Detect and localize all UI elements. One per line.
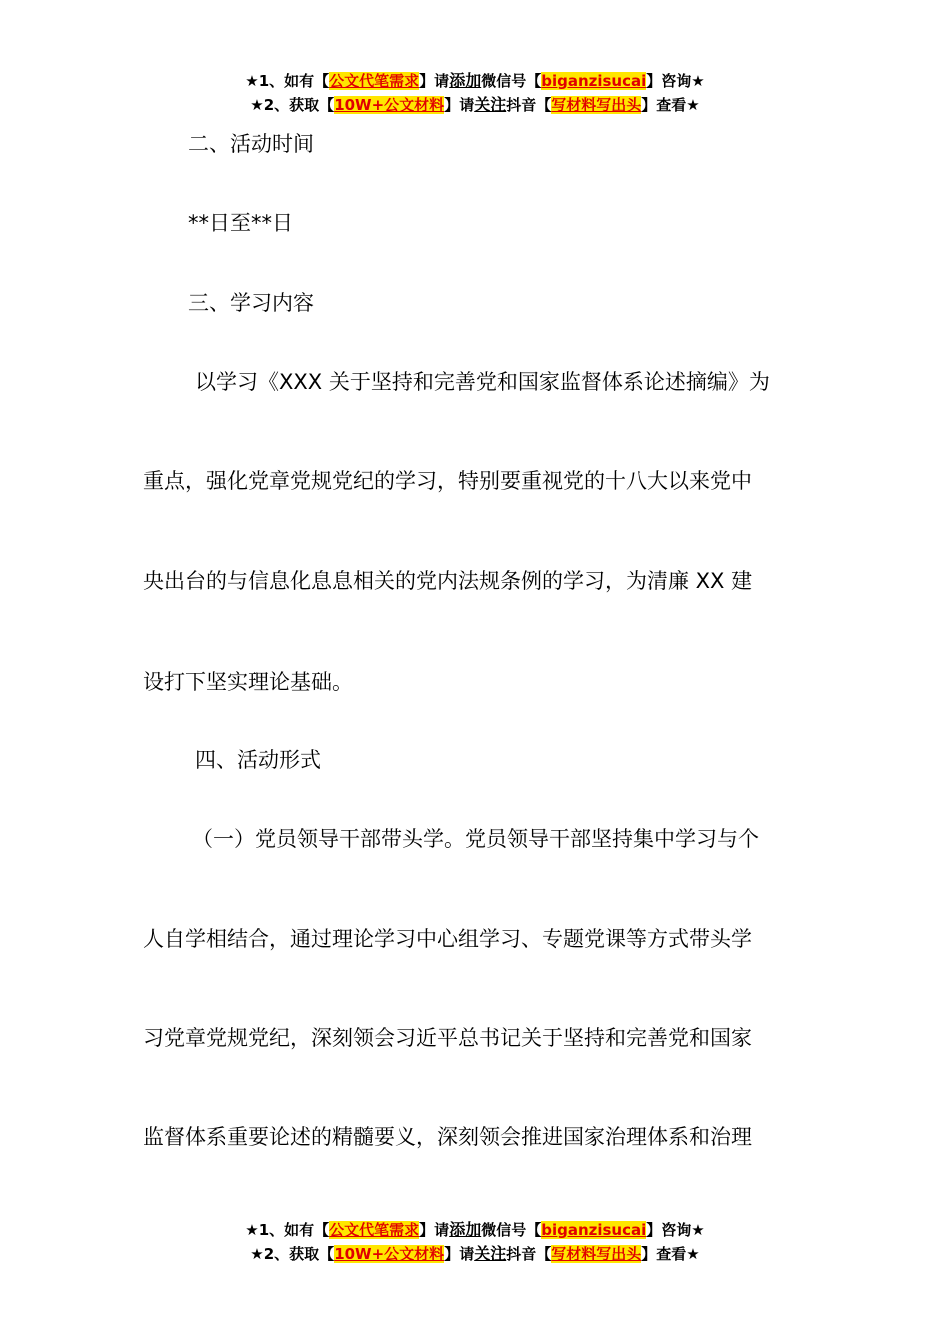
promo-text: 微信号【 xyxy=(481,1221,542,1239)
section-heading-study-content: 三、学习内容 xyxy=(188,291,314,315)
paragraph-line: （一）党员领导干部带头学。党员领导干部坚持集中学习与个 xyxy=(192,827,759,851)
promo-highlight: 10W+公文材料 xyxy=(334,1245,445,1263)
promo-highlight: 10W+公文材料 xyxy=(334,96,445,114)
promo-text: ★2、获取【 xyxy=(250,1245,335,1263)
promo-highlight-douyin-id: 写材料写出头 xyxy=(551,96,642,114)
promo-text: 】请 xyxy=(419,1221,450,1239)
promo-highlight: 公文代笔需求 xyxy=(329,1221,420,1239)
promo-text: 】查看★ xyxy=(641,1245,700,1263)
paragraph-line: 人自学相结合，通过理论学习中心组学习、专题党课等方式带头学 xyxy=(143,927,752,951)
promo-text: 】查看★ xyxy=(641,96,700,114)
paragraph-line: 设打下坚实理论基础。 xyxy=(143,670,353,694)
promo-text: ★1、如有【 xyxy=(245,72,330,90)
footer-promo-banner xyxy=(0,1218,950,1266)
promo-highlight-douyin-id: 写材料写出头 xyxy=(551,1245,642,1263)
promo-text: 】请 xyxy=(444,1245,475,1263)
section-heading-activity-form: 四、活动形式 xyxy=(195,748,321,772)
promo-line-1 xyxy=(0,1218,950,1242)
promo-text: 抖音【 xyxy=(506,96,552,114)
paragraph-line: 以学习《XXX 关于坚持和完善党和国家监督体系论述摘编》为 xyxy=(195,370,770,394)
header-promo-banner xyxy=(0,69,950,117)
promo-line-2 xyxy=(0,93,950,117)
paragraph-line: 重点，强化党章党规党纪的学习，特别要重视党的十八大以来党中 xyxy=(143,469,752,493)
promo-text: 】请 xyxy=(419,72,450,90)
paragraph-line: 监督体系重要论述的精髓要义，深刻领会推进国家治理体系和治理 xyxy=(143,1125,752,1149)
promo-line-1 xyxy=(0,69,950,93)
promo-text: 】咨询★ xyxy=(646,1221,705,1239)
paragraph-line: 习党章党规党纪，深刻领会习近平总书记关于坚持和完善党和国家 xyxy=(143,1026,752,1050)
promo-text: 】请 xyxy=(444,96,475,114)
activity-time-text: **日至**日 xyxy=(188,211,293,235)
promo-highlight-wechat-id: biganzisucai xyxy=(541,1221,647,1239)
promo-highlight: 公文代笔需求 xyxy=(329,72,420,90)
promo-text: ★1、如有【 xyxy=(245,1221,330,1239)
promo-text: 微信号【 xyxy=(481,72,542,90)
promo-underlined: 关注 xyxy=(474,95,507,114)
promo-underlined: 关注 xyxy=(474,1244,507,1263)
promo-text: 】咨询★ xyxy=(646,72,705,90)
promo-underlined: 添加 xyxy=(449,1220,482,1239)
promo-text: ★2、获取【 xyxy=(250,96,335,114)
section-heading-activity-time: 二、活动时间 xyxy=(188,132,314,156)
paragraph-line: 央出台的与信息化息息相关的党内法规条例的学习，为清廉 XX 建 xyxy=(143,569,753,593)
promo-highlight-wechat-id: biganzisucai xyxy=(541,72,647,90)
promo-line-2 xyxy=(0,1242,950,1266)
promo-text: 抖音【 xyxy=(506,1245,552,1263)
promo-underlined: 添加 xyxy=(449,71,482,90)
